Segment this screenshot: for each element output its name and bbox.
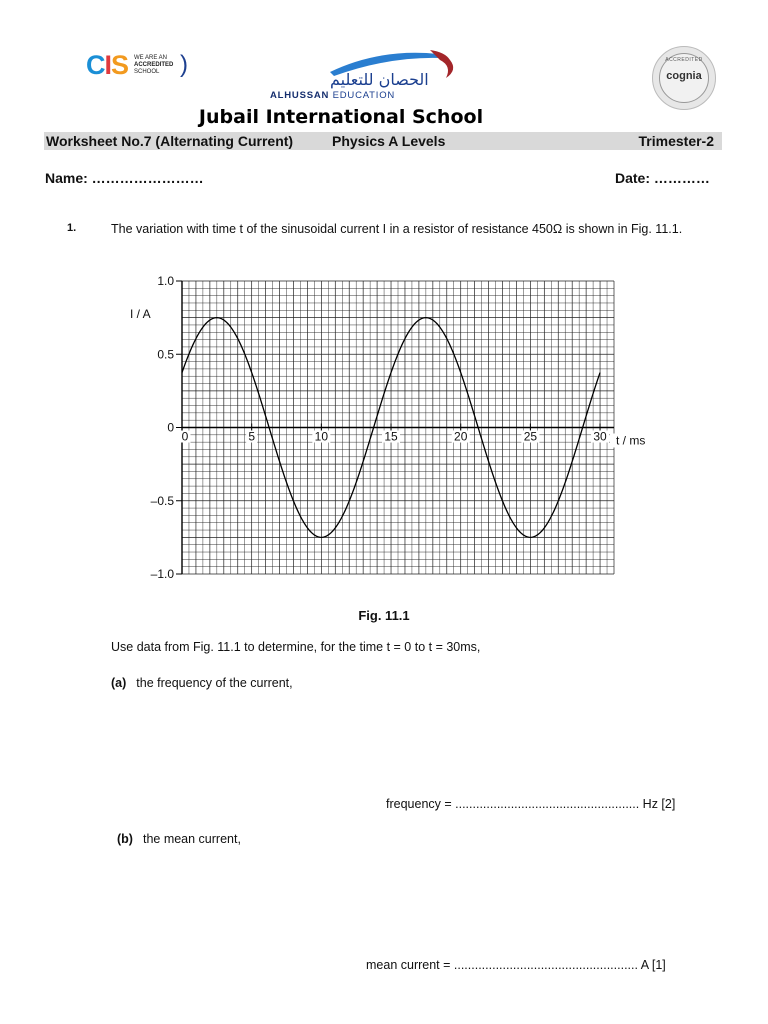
question-text: The variation with time t of the sinusoidal current I in a resistor of resistance 450Ω is shown in Fig. 11.1. (111, 222, 683, 236)
cis-mark: CIS (86, 50, 129, 80)
cis-logo (86, 52, 196, 82)
part-b (117, 832, 241, 846)
y-axis-label: I / A (130, 307, 151, 321)
date-field: Date: ………… (615, 170, 710, 186)
name-field: Name: …………………… (45, 170, 204, 186)
y-tick-label: 0 (167, 420, 174, 435)
x-tick-label: 15 (384, 429, 398, 444)
school-name: Jubail International School (198, 106, 484, 128)
instruction-text: Use data from Fig. 11.1 to determine, for the time t = 0 to t = 30ms, (111, 640, 481, 654)
x-tick-label: 30 (593, 429, 607, 444)
x-tick-label: 25 (523, 429, 538, 444)
x-tick-label: 10 (314, 429, 329, 444)
cis-line1: WE ARE AN (134, 55, 168, 61)
cis-line3: SCHOOL (134, 69, 160, 75)
x-tick-label: 0 (181, 429, 189, 444)
cognia-logo (652, 46, 716, 110)
trimester-label: Trimester-2 (638, 133, 714, 149)
x-tick-label: 5 (248, 429, 256, 444)
worksheet-title: Worksheet No.7 (Alternating Current) (46, 133, 294, 149)
cis-line2: ACCREDITED (134, 62, 174, 68)
alhussan-arabic: الحصان للتعليم (330, 70, 429, 89)
part-a-label: (a) (111, 676, 127, 690)
frequency-answer-line[interactable]: frequency = ..................................................... Hz [2] (386, 797, 676, 811)
mean-current-answer-line[interactable]: mean current = ..................................................... A [1] (366, 958, 666, 972)
alhussan-label (270, 90, 395, 101)
worksheet-bar (44, 132, 722, 150)
x-axis-label: t / ms (616, 433, 646, 448)
part-b-label: (b) (117, 832, 133, 846)
subject-title: Physics A Levels (332, 133, 446, 149)
cognia-accredited: ACCREDITED (665, 57, 703, 63)
y-tick-label: 0.5 (157, 347, 174, 362)
part-a-text: the frequency of the current, (136, 676, 293, 690)
y-tick-label: 1.0 (157, 274, 174, 288)
alhussan-logo (270, 46, 470, 106)
alhussan-label-bold: ALHUSSAN (270, 90, 330, 101)
alhussan-label-rest: EDUCATION (329, 90, 396, 101)
y-tick-label: –1.0 (150, 567, 174, 581)
cognia-word: cognia (666, 70, 702, 82)
part-b-text: the mean current, (142, 832, 241, 846)
x-tick-label: 20 (454, 429, 468, 444)
y-tick-label: –0.5 (150, 493, 174, 508)
question-number: 1. (67, 222, 77, 234)
cis-bracket-icon: ) (180, 51, 188, 78)
part-a (111, 676, 293, 690)
current-time-graph (120, 268, 680, 588)
figure-caption: Fig. 11.1 (358, 608, 410, 623)
